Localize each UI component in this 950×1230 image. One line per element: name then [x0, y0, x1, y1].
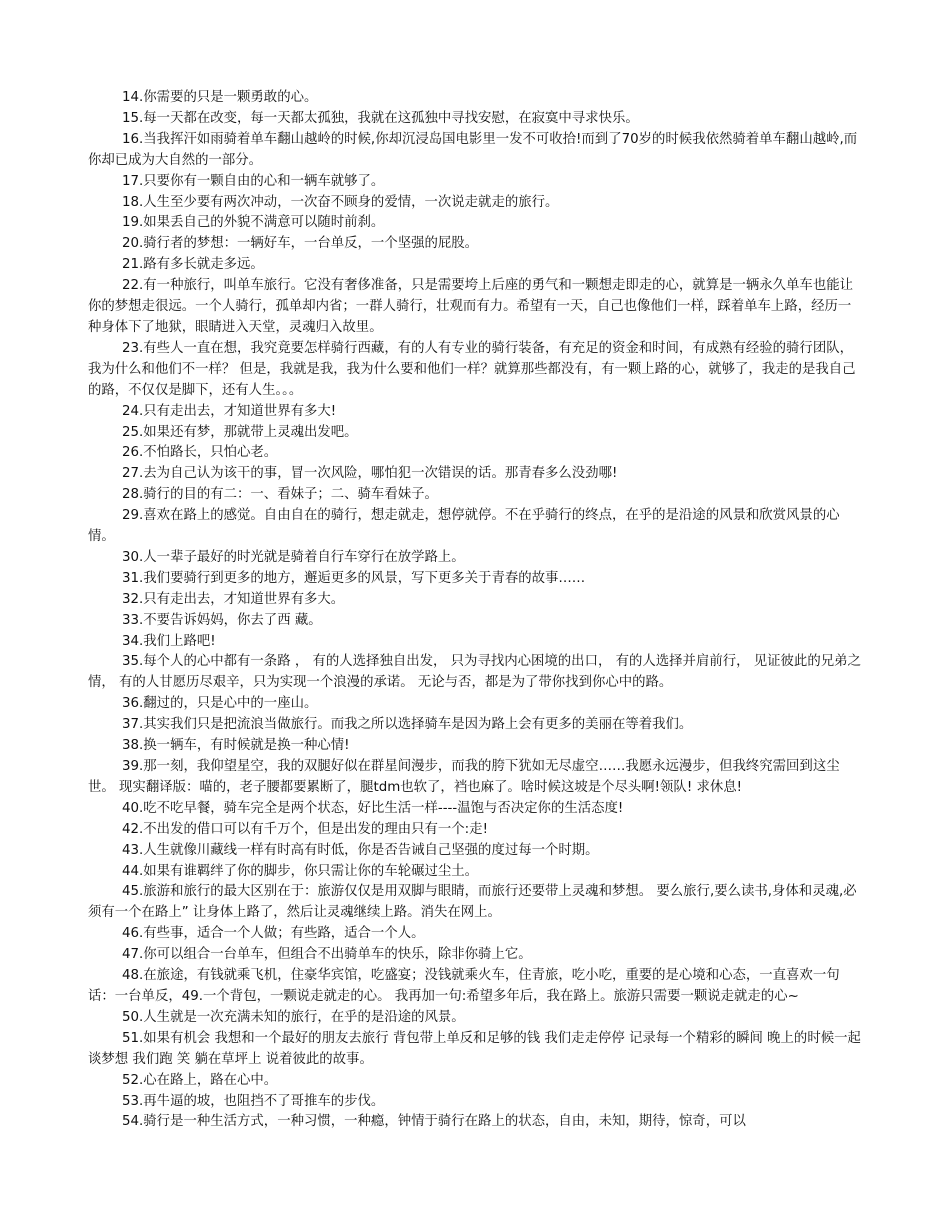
quote-paragraph: 52.心在路上，路在心中。: [122, 1072, 278, 1088]
quote-paragraph: 42.不出发的借口可以有千万个，但是出发的理由只有一个:走!: [122, 821, 488, 837]
quote-paragraph: 17.只要你有一颗自由的心和一辆车就够了。: [122, 173, 385, 189]
quote-paragraph: 46.有些事，适合一个人做；有些路，适合一个人。: [122, 926, 425, 942]
quote-paragraph: 54.骑行是一种生活方式，一种习惯，一种瘾，钟情于骑行在路上的状态，自由，未知，期待，惊奇，可以: [122, 1114, 746, 1130]
quote-paragraph: 19.如果丢自己的外貌不满意可以随时前刹。: [122, 215, 385, 231]
quote-paragraph: 38.换一辆车，有时候就是换一种心情!: [122, 738, 350, 754]
quote-paragraph: 18.人生至少要有两次冲动，一次奋不顾身的爱情，一次说走就走的旅行。: [122, 194, 559, 210]
quote-paragraph: 47.你可以组合一台单车，但组合不出骑单车的快乐，除非你骑上它。: [122, 947, 532, 963]
quote-paragraph: 16.当我挥汗如雨骑着单车翻山越岭的时候,你却沉浸岛国电影里一发不可收拾!而到了70岁的时候我依然骑着单车翻山越岭,而你却已成为大自然的一部分。: [88, 131, 858, 168]
quote-paragraph: 35.每个人的心中都有一条路 ， 有的人选择独自出发， 只为寻找内心困境的出口， 有的人选择并肩前行， 见证彼此的兄弟之情， 有的人甘愿历尽艰辛，只为实现一个浪漫的承诺。 无论与否，都是为了带你找到你心中的路。: [88, 654, 861, 691]
quote-paragraph: 36.翻过的，只是心中的一座山。: [122, 696, 318, 712]
quote-paragraph: 21.路有多长就走多远。: [122, 257, 264, 273]
quote-paragraph: 34.我们上路吧!: [122, 633, 216, 649]
quote-paragraph: 37.其实我们只是把流浪当做旅行。而我之所以选择骑车是因为路上会有更多的美丽在等着我们。: [122, 717, 693, 733]
quote-paragraph: 25.如果还有梦，那就带上灵魂出发吧。: [122, 424, 358, 440]
quote-paragraph: 24.只有走出去，才知道世界有多大!: [122, 403, 337, 419]
quote-paragraph: 15.每一天都在改变，每一天都太孤独，我就在这孤独中寻找安慰，在寂寞中寻求快乐。: [122, 110, 639, 126]
quote-paragraph: 32.只有走出去，才知道世界有多大。: [122, 591, 345, 607]
quote-paragraph: 48.在旅途，有钱就乘飞机，住豪华宾馆，吃盛宴；没钱就乘火车，住青旅，吃小吃，重要的是心境和心态，一直喜欢一句话：一台单反，49.一个背包，一颗说走就走的心。 我再加一句:希望多年后，我在路上。旅游只需要一颗说走就走的心~: [88, 968, 840, 1004]
quote-paragraph: 14.你需要的只是一颗勇敢的心。: [122, 90, 318, 105]
quote-paragraph: 22.有一种旅行，叫单车旅行。它没有奢侈准备，只是需要垮上后座的勇气和一颗想走即走的心，就算是一辆永久单车也能让你的梦想走很远。一个人骑行，孤单却内省；一群人骑行，壮观而有力。希望有一天，自己也像他们一样，踩着单车上路，经历一种身体下了地狱，眼睛进入天堂，灵魂归入故里。: [88, 278, 853, 335]
quote-paragraph: 29.喜欢在路上的感觉。自由自在的骑行，想走就走，想停就停。不在乎骑行的终点，在乎的是沿途的风景和欣赏风景的心情。: [88, 508, 840, 545]
quote-paragraph: 43.人生就像川藏线一样有时高有时低，你是否告诫自己坚强的度过每一个时期。: [122, 842, 599, 858]
quote-paragraph: 20.骑行者的梦想：一辆好车，一台单反，一个坚强的屁股。: [122, 236, 479, 252]
quote-paragraph: 45.旅游和旅行的最大区别在于：旅游仅仅是用双脚与眼睛，而旅行还要带上灵魂和梦想。 要么旅行,要么读书,身体和灵魂,必须有一个在路上” 让身体上路了，然后让灵魂继续上路。消失在网上。: [88, 884, 857, 921]
quote-paragraph: 26.不怕路长，只怕心老。: [122, 445, 278, 461]
quote-paragraph: 27.去为自己认为该干的事，冒一次风险，哪怕犯一次错误的话。那青春多么没劲哪!: [122, 466, 618, 482]
quote-paragraph: 51.如果有机会 我想和一个最好的朋友去旅行 背包带上单反和足够的钱 我们走走停停 记录每一个精彩的瞬间 晚上的时候一起谈梦想 我们跑 笑 躺在草坪上 说着彼此的故事。: [88, 1030, 861, 1067]
quote-paragraph: 39.那一刻，我仰望星空，我的双腿好似在群星间漫步，而我的胯下犹如无尽虚空……我愿永远漫步，但我终究需回到这尘世。 现实翻译版：喵的，老子腰都要累断了，腿tdm也软了，裆也麻了。啥时候这坡是个尽头啊!领队! 求休息!: [88, 759, 840, 795]
quote-paragraph: 30.人一辈子最好的时光就是骑着自行车穿行在放学路上。: [122, 549, 465, 565]
quote-paragraph: 23.有些人一直在想，我究竟要怎样骑行西藏，有的人有专业的骑行装备，有充足的资金和时间，有成熟有经验的骑行团队，我为什么和他们不一样？ 但是，我就是我，我为什么要和他们一样？就算那些都没有，有一颗上路的心，就够了，我走的是我自己的路，不仅仅是脚下，还有人生。。。: [88, 340, 856, 398]
quote-paragraph: 33.不要告诉妈妈，你去了西 藏。: [122, 612, 322, 628]
quote-paragraph: 50.人生就是一次充满未知的旅行，在乎的是沿途的风景。: [122, 1009, 465, 1025]
quote-paragraph: 31.我们要骑行到更多的地方，邂逅更多的风景，写下更多关于青春的故事……: [122, 570, 586, 586]
quote-paragraph: 40.吃不吃早餐，骑车完全是两个状态，好比生活一样----温饱与否决定你的生活态度!: [122, 800, 624, 816]
quote-paragraph: 53.再牛逼的坡，也阻挡不了哥推车的步伐。: [122, 1093, 385, 1109]
quote-paragraph: 28.骑行的目的有二：一、看妹子；二、骑车看妹子。: [122, 487, 438, 503]
quote-paragraph: 44.如果有谁羁绊了你的脚步，你只需让你的车轮碾过尘土。: [122, 863, 479, 879]
